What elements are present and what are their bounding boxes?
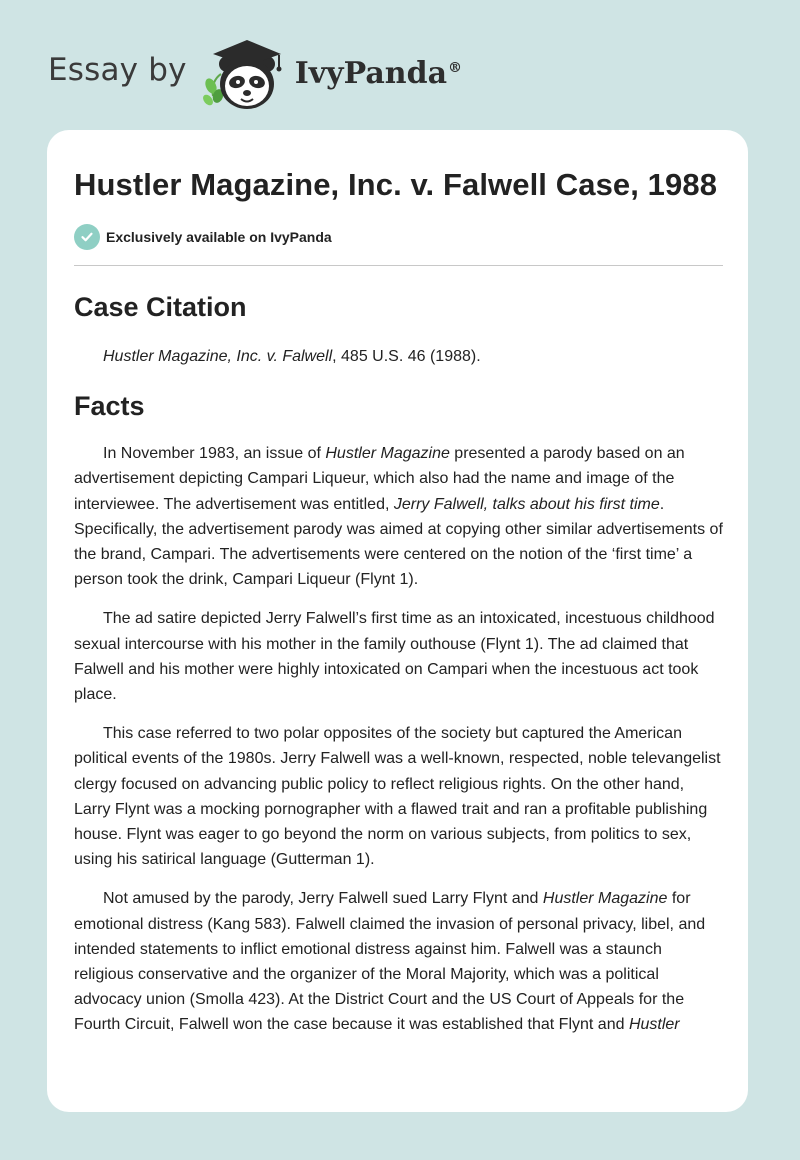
facts-p1-text-e: . Specifically, the advertisement parody was aimed at copying other similar advertisements of the brand, Campari. The advertisements were centered on the notion of the ‘first time’ a person took the drink, Campari Liqueur (Flynt 1). [74,495,723,589]
facts-p1-magazine: Hustler Magazine [325,445,450,463]
brand-name[interactable] [295,56,462,91]
exclusive-badge [74,224,723,250]
essay-title: Hustler Magazine, Inc. v. Falwell Case, 1988 [74,167,718,202]
case-name: Hustler Magazine, Inc. v. Falwell [103,348,333,365]
title-divider [74,265,723,266]
essay-by-label: Essay by [48,52,187,88]
case-citation-paragraph [74,344,723,369]
case-reference: , 485 U.S. 46 (1988). [332,348,481,365]
facts-p4-text-a: Not amused by the parody, Jerry Falwell sued Larry Flynt and [103,890,543,908]
essay-card [47,130,748,1112]
check-icon [74,224,100,250]
exclusive-badge-text: Exclusively available on IvyPanda [106,229,332,245]
facts-paragraph-4 [74,886,723,1037]
facts-heading: Facts [74,391,145,422]
registered-mark: ® [448,59,463,76]
case-citation-heading: Case Citation [74,292,247,322]
brand-name-text: IvyPanda [294,55,448,91]
facts-p1-text-a: In November 1983, an issue of [103,445,326,463]
facts-p4-magazine: Hustler Magazine [542,890,668,908]
site-header [48,34,462,114]
facts-p4-magazine-short: Hustler [628,1016,680,1034]
facts-paragraph-3: This case referred to two polar opposites of the society but captured the American political events of the 1980s. Jerry Falwell was a well-known, respected, noble televangelist clergy focused on advancing public policy to reflect religious rights. On the other hand, Larry Flynt was a mocking pornographer with a flawed trait and ran a profitable publishing house. Flynt was eager to go beyond the norm on various subjects, from politics to sex, using his satirical language (Gutterman 1). [74,725,721,869]
facts-paragraph-1 [74,441,723,592]
facts-p1-ad-title: Jerry Falwell, talks about his first time [393,495,660,513]
panda-logo-icon[interactable] [201,34,293,114]
facts-paragraph-2: The ad satire depicted Jerry Falwell’s first time as an intoxicated, incestuous childhood sexual intercourse with his mother in the family outhouse (Flynt 1). The ad claimed that Falwell and his mother were highly intoxicated on Campari when the incestuous act took place. [74,610,715,704]
facts-p1-text-c: presented a parody based on an advertisement depicting Campari Liqueur, which also had the name and image of the interviewee. The advertisement was entitled, [74,445,685,513]
facts-p4-text-c: for emotional distress (Kang 583). Falwell claimed the invasion of personal privacy, libel, and intended statements to inflict emotional distress against him. Falwell was a staunch religious conservative and the organizer of the Moral Majority, which was a political advocacy union (Smolla 423). At the District Court and the US Court of Appeals for the Fourth Circuit, Falwell won the case because it was established that Flynt and [74,890,706,1034]
essay-content [74,130,723,1038]
